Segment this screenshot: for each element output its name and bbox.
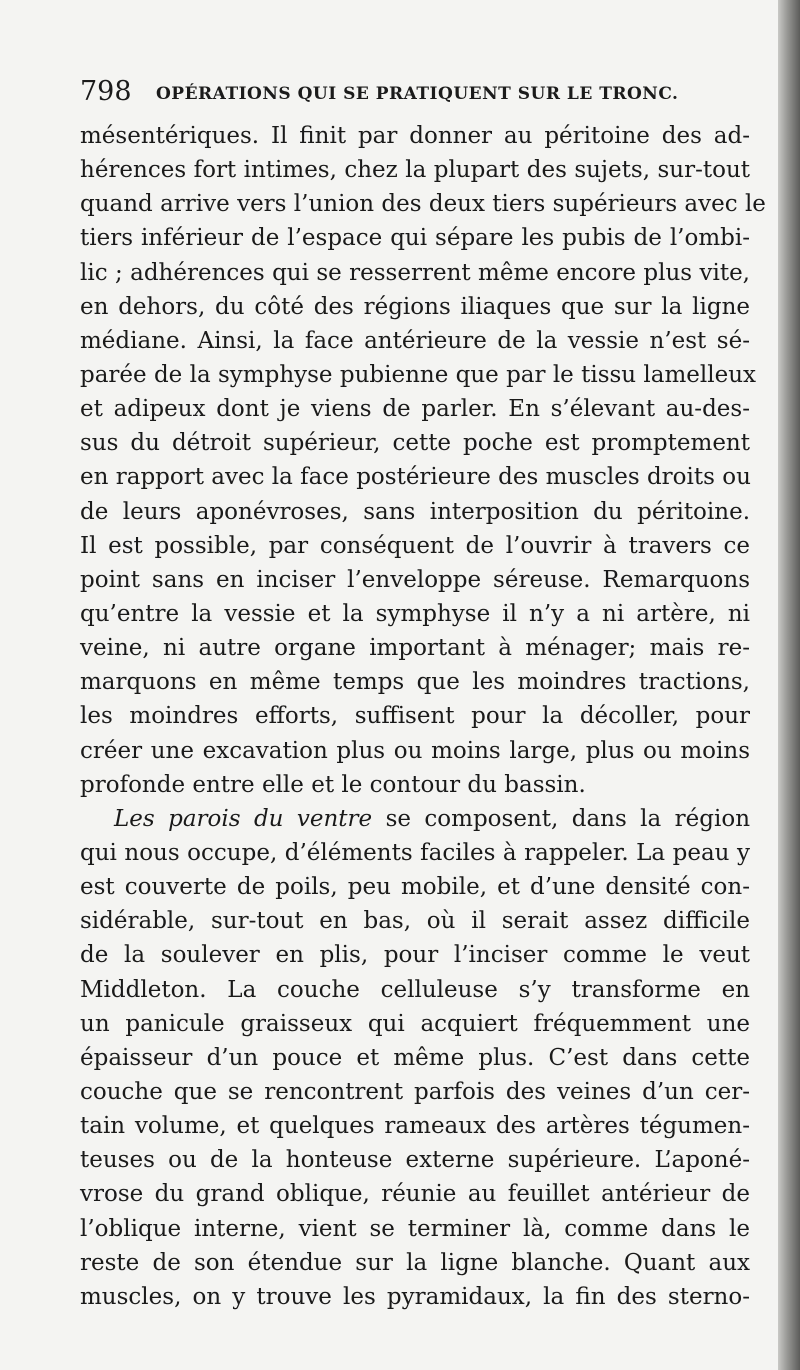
text-line: Middleton. La couche celluleuse s’y transforme en: [80, 976, 750, 1003]
text-line: mésentériques. Il finit par donner au péritoine des ad-: [80, 123, 750, 149]
italic-lead: Les parois du ventre: [114, 805, 373, 832]
text-line-rest: se composent, dans la région: [385, 805, 751, 832]
text-line: muscles, on y trouve les pyramidaux, la fin des sterno-: [80, 1283, 750, 1310]
text-line: l’oblique interne, vient se terminer là, comme dans le: [80, 1215, 750, 1242]
text-line: qui nous occupe, d’éléments faciles à rappeler. La peau y: [80, 839, 750, 866]
text-line: veine, ni autre organe important à ménager; mais re-: [80, 635, 750, 662]
body-text: [80, 119, 766, 1314]
text-line: épaisseur d’un pouce et même plus. C’est dans cette: [80, 1044, 750, 1071]
text-line: sus du détroit supérieur, cette poche est promptement: [80, 430, 750, 457]
text-line: lic ; adhérences qui se resserrent même encore plus vite,: [80, 259, 750, 286]
text-line: hérences fort intimes, chez la plupart des sujets, sur-tout: [80, 157, 750, 184]
text-line: les moindres efforts, suffisent pour la décoller, pour: [80, 703, 750, 730]
text-line: médiane. Ainsi, la face antérieure de la vessie n’est sé-: [80, 327, 750, 354]
text-line: vrose du grand oblique, réunie au feuillet antérieur de: [80, 1181, 750, 1208]
paragraph-start-line: [80, 802, 750, 836]
text-line: en dehors, du côté des régions iliaques que sur la ligne: [80, 293, 750, 320]
text-line: Il est possible, par conséquent de l’ouvrir à travers ce: [80, 532, 750, 559]
text-line: parée de la symphyse pubienne que par le tissu lamelleux: [80, 361, 757, 388]
paragraph-end-line: profonde entre elle et le contour du bassin.: [80, 771, 586, 798]
text-line: reste de son étendue sur la ligne blanche. Quant aux: [80, 1249, 750, 1276]
page-edge-shadow: [778, 0, 800, 1370]
text-line: couche que se rencontrent parfois des veines d’un cer-: [80, 1078, 750, 1105]
text-line: en rapport avec la face postérieure des muscles droits ou: [80, 464, 751, 491]
text-line: créer une excavation plus ou moins large, plus ou moins: [80, 737, 750, 764]
text-line: et adipeux dont je viens de parler. En s’élevant au-des-: [80, 396, 750, 423]
running-head: OPÉRATIONS QUI SE PRATIQUENT SUR LE TRONC.: [156, 84, 679, 104]
text-line: marquons en même temps que les moindres tractions,: [80, 669, 750, 696]
text-line: est couverte de poils, peu mobile, et d’une densité con-: [80, 874, 750, 901]
text-line: de leurs aponévroses, sans interposition du péritoine.: [80, 498, 750, 525]
text-line: tiers inférieur de l’espace qui sépare les pubis de l’ombi-: [80, 225, 750, 252]
text-line: point sans en inciser l’enveloppe séreuse. Remarquons: [80, 566, 750, 593]
page-header: [80, 70, 740, 110]
page-number: 798: [80, 76, 132, 107]
text-line: un panicule graisseux qui acquiert fréquemment une: [80, 1010, 750, 1037]
text-line: de la soulever en plis, pour l’inciser comme le veut: [80, 942, 750, 969]
text-line: sidérable, sur-tout en bas, où il serait assez difficile: [80, 908, 750, 935]
text-line: teuses ou de la honteuse externe supérieure. L’aponé-: [80, 1147, 750, 1174]
text-line: tain volume, et quelques rameaux des artères tégumen-: [80, 1113, 750, 1140]
text-line: quand arrive vers l’union des deux tiers supérieurs avec le: [80, 191, 766, 218]
text-line: qu’entre la vessie et la symphyse il n’y a ni artère, ni: [80, 600, 750, 627]
